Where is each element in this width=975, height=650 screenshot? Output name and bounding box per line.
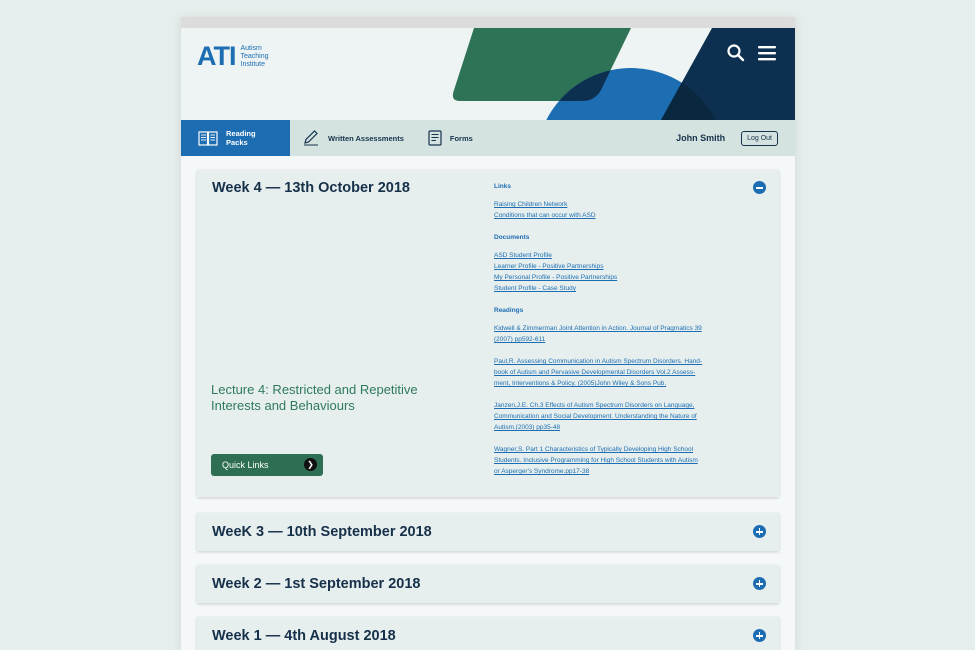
tab-label: Written Assessments <box>328 133 404 143</box>
expand-icon[interactable] <box>753 629 766 642</box>
search-button[interactable] <box>726 43 746 63</box>
reading-line[interactable]: Janzen,J.E. Ch.3 Effects of Autism Spectrum Disorders on Language, <box>494 402 695 409</box>
reading-line[interactable]: Wagner,S. Part 1 Characteristics of Typically Developing High School <box>494 446 694 453</box>
header-decorative-shapes <box>181 28 795 120</box>
logo-line: Autism <box>240 44 262 52</box>
reading-line[interactable]: Autism.(2003) pp35-48 <box>494 424 561 431</box>
resources-column <box>494 183 739 488</box>
logo-text <box>241 45 291 69</box>
document-link[interactable]: Student Profile - Case Study <box>494 285 577 292</box>
reading-line[interactable]: book of Autism and Pervasive Developmental Disorders Vol.2 Assess- <box>494 369 696 376</box>
main-nav <box>181 120 795 156</box>
reading-line[interactable]: or Asperger's Syndrome.pp17-38 <box>494 468 590 475</box>
logo-mark: ATI <box>197 41 236 71</box>
app-window <box>181 17 795 650</box>
menu-button[interactable] <box>757 44 777 62</box>
readings-heading: Readings <box>494 307 524 314</box>
form-document-icon <box>428 130 442 146</box>
links-heading: Links <box>494 183 511 190</box>
week-title[interactable]: Week 4 — 13th October 2018 <box>212 180 410 196</box>
readings-list <box>494 323 739 477</box>
pencil-icon <box>302 130 320 146</box>
reading-line[interactable]: Kidwell & Zimmerman Joint Attention in Action. Journal of Pragmatics 39 <box>494 325 702 332</box>
reading-line[interactable]: Paul,R. Assessing Communication in Autism Spectrum Disorders. Hand- <box>494 358 703 365</box>
reading-line[interactable]: (2007) pp592-611 <box>494 336 546 343</box>
tab-written-assessments[interactable] <box>290 120 416 156</box>
week-title[interactable]: Week 2 — 1st September 2018 <box>212 576 421 592</box>
search-icon <box>726 43 746 63</box>
documents-heading: Documents <box>494 234 530 241</box>
expand-icon[interactable] <box>753 525 766 538</box>
expand-icon[interactable] <box>753 577 766 590</box>
reading-line[interactable]: Communication and Social Development. Understanding the Nature of <box>494 413 697 420</box>
open-book-icon <box>198 131 218 146</box>
quick-links-label: Quick Links <box>222 460 269 470</box>
site-header <box>181 28 795 120</box>
arrow-right-icon: ❯ <box>304 458 317 471</box>
week-title[interactable]: Week 1 — 4th August 2018 <box>212 628 396 644</box>
week-card-collapsed[interactable] <box>197 565 779 603</box>
reading-item[interactable] <box>494 356 739 389</box>
reading-item[interactable] <box>494 444 739 477</box>
reading-line[interactable]: ment, Interventions & Policy. (2005)John Wiley & Sons Pub. <box>494 380 667 387</box>
reading-packs-list <box>181 156 795 650</box>
document-link[interactable]: ASD Student Profile <box>494 252 552 259</box>
quick-links-button[interactable] <box>211 454 323 476</box>
week-card-expanded <box>197 170 779 497</box>
collapse-icon[interactable] <box>753 181 766 194</box>
window-top-bar <box>181 17 795 28</box>
lecture-title: Lecture 4: Restricted and Repetitive Interests and Behaviours <box>211 382 418 413</box>
tab-reading-packs[interactable] <box>181 120 290 156</box>
document-link[interactable]: My Personal Profile - Positive Partnerships <box>494 274 618 281</box>
tab-label: Forms <box>449 133 473 143</box>
week-card-collapsed[interactable] <box>197 617 779 650</box>
reading-line[interactable]: Students. Inclusive Programming for High School Students with Autism <box>494 457 698 464</box>
week-card-collapsed[interactable] <box>197 513 779 551</box>
document-link[interactable]: Learner Profile - Positive Partnerships <box>494 263 604 270</box>
hamburger-menu-icon <box>757 44 777 62</box>
logo-line: Institute <box>240 60 266 68</box>
tab-label: Reading Packs <box>226 129 256 147</box>
reading-item[interactable] <box>494 323 739 345</box>
documents-list <box>494 250 739 294</box>
user-name: John Smith <box>676 133 726 143</box>
logo-line: Teaching <box>240 52 269 60</box>
resource-link[interactable]: Raising Children Network <box>494 201 568 208</box>
reading-item[interactable] <box>494 400 739 433</box>
tab-forms[interactable] <box>416 120 485 156</box>
ati-logo[interactable] <box>197 43 291 70</box>
links-list <box>494 199 739 221</box>
user-area <box>676 120 778 156</box>
week-title[interactable]: WeeK 3 — 10th September 2018 <box>212 524 432 540</box>
resource-link[interactable]: Conditions that can occur with ASD <box>494 212 596 219</box>
logout-button[interactable]: Log Out <box>741 131 778 146</box>
